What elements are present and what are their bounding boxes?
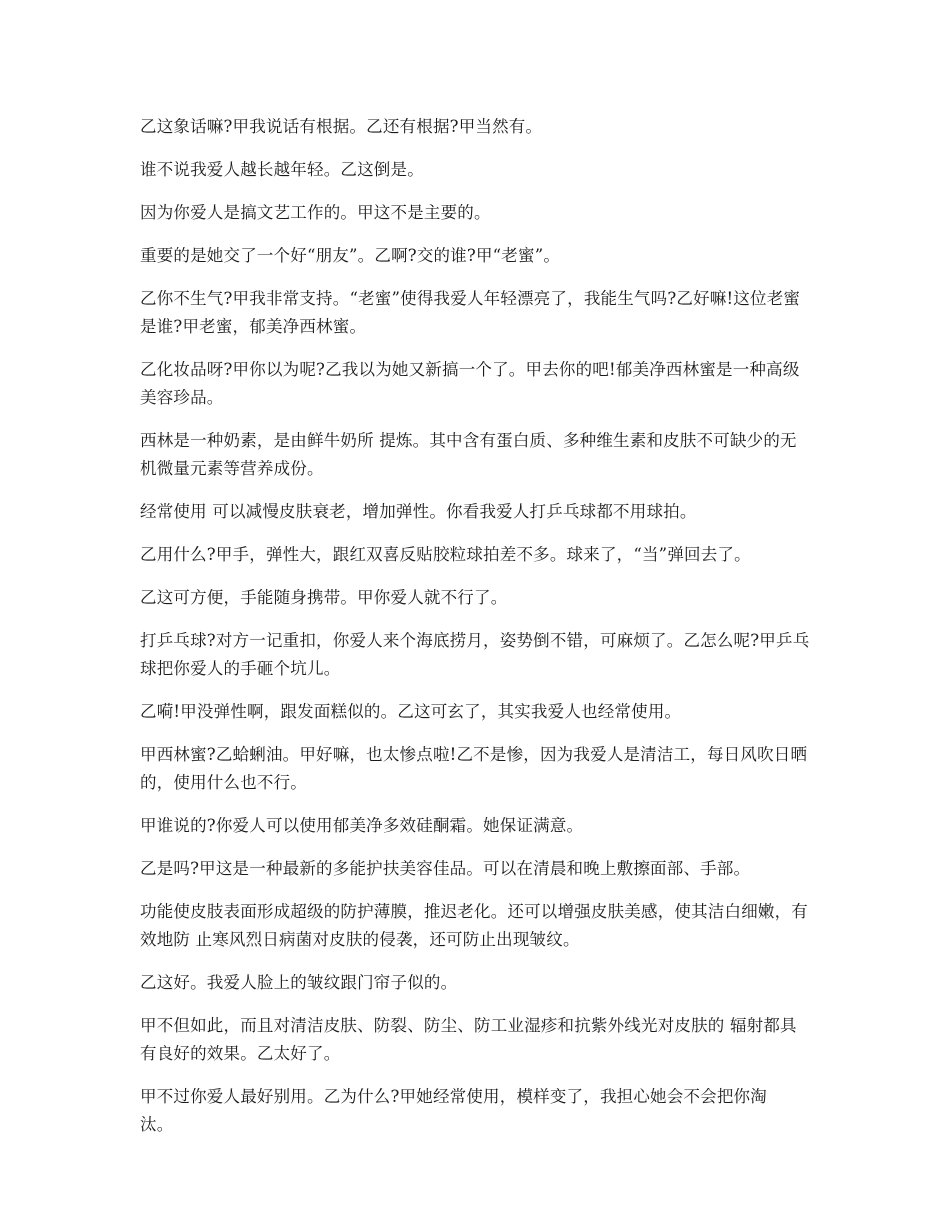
paragraph-11: 打乒乓球?对方一记重扣，你爱人来个海底捞月，姿势倒不错，可麻烦了。乙怎么呢?甲乒乓球把你爱人的手砸个坑儿。 [140,631,810,678]
paragraph-5: 乙你不生气?甲我非常支持。“老蜜”使得我爱人年轻漂亮了，我能生气吗?乙好嘛!这位老蜜是谁?甲老蜜，郁美净西林蜜。 [140,289,801,336]
paragraph-2: 谁不说我爱人越长越年轻。乙这倒是。 [140,160,424,179]
paragraph-15: 乙是吗?甲这是一种最新的多能护扶美容佳品。可以在清晨和晚上敷擦面部、手部。 [140,859,751,878]
paragraph-19: 甲不过你爱人最好别用。乙为什么?甲她经常使用，模样变了，我担心她会不会把你淘 汰。 [140,1087,767,1134]
paragraph-6: 乙化妆品呀?甲你以为呢?乙我以为她又新搞一个了。甲去你的吧!郁美净西林蜜是一种高级美容珍品。 [140,360,800,407]
paragraph-8: 经常使用 可以减慢皮肤衰老，增加弹性。你看我爱人打乒乓球都不用球拍。 [140,502,697,521]
paragraph-3: 因为你爱人是搞文艺工作的。甲这不是主要的。 [140,203,491,222]
paragraph-13: 甲西林蜜?乙蛤蜊油。甲好嘛，也太惨点啦!乙不是惨，因为我爱人是清洁工，每日风吹日晒的，使用什么也不行。 [140,745,808,792]
paragraph-1: 乙这象话嘛?甲我说话有根据。乙还有根据?甲当然有。 [140,117,543,136]
paragraph-7: 西林是一种奶素，是由鲜牛奶所 提炼。其中含有蛋白质、多种维生素和皮肤不可缺少的无机微量元素等营养成份。 [140,431,797,478]
paragraph-10: 乙这可方便，手能随身携带。甲你爱人就不行了。 [140,588,508,607]
paragraph-4: 重要的是她交了一个好“朋友”。乙啊?交的谁?甲“老蜜”。 [140,246,561,265]
paragraph-17: 乙这好。我爱人脸上的皱纹跟门帘子似的。 [140,973,458,992]
paragraph-9: 乙用什么?甲手，弹性大，跟红双喜反贴胶粒球拍差不多。球来了，“当”弹回去了。 [140,545,751,564]
paragraph-16: 功能使皮肢表面形成超级的防护薄膜，推迟老化。还可以增强皮肤美感，使其洁白细嫩，有效地防 止寒风烈日病菌对皮肤的侵袭，还可防止出现皱纹。 [140,902,808,949]
paragraph-14: 甲谁说的?你爱人可以使用郁美净多效硅酮霜。她保证满意。 [140,816,584,835]
paragraph-18: 甲不但如此，而且对清洁皮肤、防裂、防尘、防工业湿疹和抗紫外线光对皮肤的 辐射都具有良好的效果。乙太好了。 [140,1016,797,1063]
document-body [140,113,812,1154]
paragraph-12: 乙嗬!甲没弹性啊，跟发面糕似的。乙这可玄了，其实我爱人也经常使用。 [140,702,682,721]
